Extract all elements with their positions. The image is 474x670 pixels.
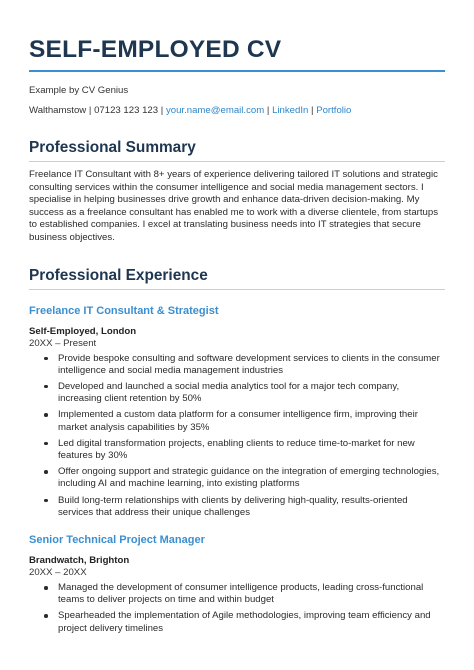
experience-heading: Professional Experience <box>29 266 208 284</box>
experience-divider <box>29 289 445 290</box>
contact-separator: | <box>266 105 270 116</box>
bullet-item <box>29 438 445 462</box>
bullet-item <box>29 381 445 405</box>
bullet-icon <box>44 385 48 389</box>
bullet-icon <box>44 413 48 417</box>
bullet-text: Developed and launched a social media analytics tool for a major tech company, increasing client retention by 50% <box>58 380 400 405</box>
bullet-item <box>29 610 445 634</box>
job-title: Freelance IT Consultant & Strategist <box>29 304 219 317</box>
title-divider <box>29 70 445 72</box>
bullet-item <box>29 353 445 377</box>
bullet-icon <box>44 586 48 590</box>
summary-heading: Professional Summary <box>29 139 196 156</box>
summary-divider <box>29 161 445 162</box>
job-dates: 20XX – 20XX <box>29 567 87 578</box>
cv-title: SELF-EMPLOYED CV <box>29 36 282 63</box>
bullet-item <box>29 409 445 433</box>
summary-text: Freelance IT Consultant with 8+ years of experience delivering tailored IT solutions and strategic consulting services within the consumer intelligence and social media management sectors. I specialise in helping businesses drive growth and enhance data-driven decision-making. My success as a freelance consultant has enabled me to work with a diverse clientele, from startups to established companies. I excel at translating business needs into IT strategies that secure business objectives. <box>29 169 439 243</box>
contact-separator: | <box>88 105 92 116</box>
bullet-icon <box>44 614 48 618</box>
bullet-text: Spearheaded the implementation of Agile methodologies, improving team efficiency and project delivery timelines <box>58 610 431 634</box>
bullet-icon <box>44 442 48 446</box>
bullet-item <box>29 495 445 519</box>
bullet-icon <box>44 499 48 503</box>
contact-line <box>29 104 445 117</box>
job-entry <box>29 533 445 635</box>
contact-separator: | <box>311 105 314 116</box>
bullet-text: Provide bespoke consulting and software development services to clients in the consumer intelligence and social media management industries <box>58 352 440 376</box>
bullet-item <box>29 466 445 490</box>
bullet-icon <box>44 470 48 474</box>
job-employer: Self-Employed, London <box>29 325 137 337</box>
bullet-text: Offer ongoing support and strategic guidance on the integration of emerging technologies, including AI and machine learning, into existing platforms <box>58 466 440 490</box>
bullet-icon <box>44 357 48 361</box>
portfolio-link[interactable]: Portfolio <box>316 105 352 116</box>
job-dates: 20XX – Present <box>29 337 97 349</box>
bullet-item <box>29 582 445 606</box>
job-bullets <box>29 582 445 635</box>
contact-phone: 07123 123 123 <box>94 105 159 116</box>
bullet-text: Implemented a custom data platform for a consumer intelligence firm, improving their market analysis capabilities by 35% <box>58 409 418 433</box>
job-bullets <box>29 353 445 519</box>
bullet-text: Led digital transformation projects, enabling clients to reduce time-to-market for new features by 30% <box>58 437 415 461</box>
bullet-text: Build long-term relationships with clients by delivering high-quality, results-oriented services that address their unique challenges <box>58 494 408 518</box>
contact-separator: | <box>160 105 164 116</box>
job-entry <box>29 304 445 519</box>
linkedin-link[interactable]: LinkedIn <box>272 105 309 116</box>
job-employer: Brandwatch, Brighton <box>29 555 130 566</box>
example-credit: Example by CV Genius <box>29 85 129 96</box>
contact-location: Walthamstow <box>29 105 87 116</box>
email-link[interactable]: your.name@email.com <box>165 105 265 116</box>
job-title: Senior Technical Project Manager <box>29 534 205 546</box>
bullet-text: Managed the development of consumer intelligence products, leading cross-functional teams to deliver projects on time and within budget <box>58 582 424 606</box>
